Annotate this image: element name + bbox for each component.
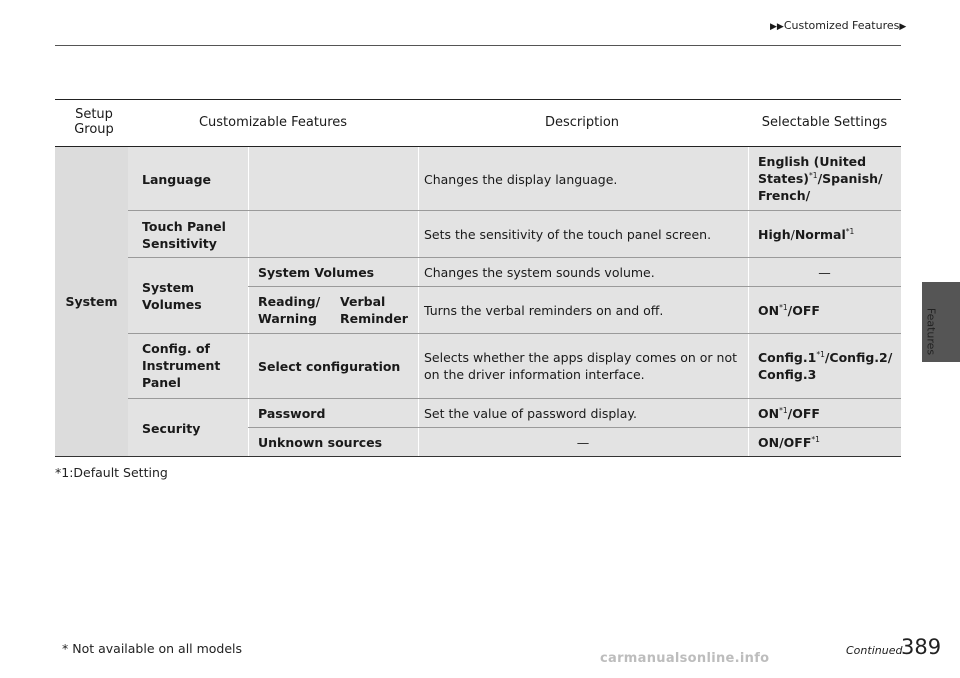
setting-option: Normal [794, 227, 846, 242]
footnote-marker: *1 [809, 170, 818, 180]
column-divider [418, 147, 419, 456]
description-verbal-reminder: Turns the verbal reminders on and off. [424, 303, 664, 318]
availability-note: * Not available on all models [62, 641, 243, 656]
settings-language [758, 153, 898, 204]
row-divider [248, 427, 901, 428]
setting-option: English (United States) [758, 154, 867, 186]
table-top-rule [55, 99, 901, 100]
description-password: Set the value of password display. [424, 406, 638, 421]
triangle-right-icon: ▶ [899, 22, 907, 32]
footnote-marker: *1 [811, 434, 820, 444]
footnote-marker: *1 [779, 405, 788, 415]
feature-config-instrument-panel: Config. of Instrument Panel [142, 341, 221, 390]
row-divider [248, 286, 901, 287]
setting-option: ON [758, 303, 780, 318]
row-divider [128, 257, 901, 258]
column-header-features: Customizable Features [198, 115, 348, 130]
page-number: 389 [901, 635, 942, 659]
description-language: Changes the display language. [424, 172, 618, 187]
subfeature-select-configuration: Select configuration [258, 359, 401, 374]
column-header-description: Description [544, 115, 620, 130]
description-config: Selects whether the apps display comes on or not on the driver information interface. [424, 350, 738, 382]
setting-option: High [758, 227, 791, 242]
section-tab-label: Features [924, 307, 938, 356]
column-divider [748, 147, 749, 456]
subfeature-reading-warning: Reading/ Warning [258, 294, 321, 326]
column-divider [248, 147, 249, 456]
setting-option: /Spanish/ [817, 171, 883, 186]
setting-separator: / [790, 227, 795, 242]
setup-group-label: System [65, 294, 118, 309]
footnote-marker: *1 [779, 302, 788, 312]
subfeature-verbal-reminder: Verbal Reminder [340, 294, 408, 326]
footnote-marker: *1 [845, 226, 855, 236]
subfeature-system-volumes: System Volumes [258, 265, 375, 280]
subfeature-password: Password [258, 406, 326, 421]
watermark-text: carmanualsonline.info [600, 651, 770, 666]
table-bottom-rule [55, 456, 901, 457]
triangle-right-icon: ▶▶ [770, 22, 784, 32]
row-divider [128, 333, 901, 334]
settings-system-volumes: — [818, 265, 831, 280]
settings-touch-panel [758, 226, 898, 243]
settings-verbal-reminder [758, 302, 898, 319]
settings-password [758, 405, 898, 422]
settings-unknown-sources [758, 434, 898, 451]
feature-system-volumes: System Volumes [142, 280, 202, 312]
setting-option: /OFF [787, 303, 820, 318]
footnote-marker: *1 [816, 349, 825, 359]
description-unknown-sources: — [576, 435, 590, 450]
column-header-setup-group: Setup Group [74, 107, 114, 137]
row-divider [128, 398, 901, 399]
description-system-volumes: Changes the system sounds volume. [424, 265, 655, 280]
setting-option: French/ [758, 188, 811, 203]
setting-option: ON/OFF [758, 435, 812, 450]
continued-label: Continued [846, 644, 903, 657]
feature-language: Language [142, 172, 212, 187]
breadcrumb-label: Customized Features [783, 19, 900, 32]
setting-option: ON [758, 406, 780, 421]
setting-option: /OFF [787, 406, 820, 421]
subfeature-unknown-sources: Unknown sources [258, 435, 383, 450]
breadcrumb [770, 19, 906, 32]
setting-option: Config.3 [758, 367, 817, 382]
settings-config [758, 349, 898, 383]
setting-option: /Config.2/ [824, 350, 893, 365]
row-divider [128, 210, 901, 211]
column-header-settings: Selectable Settings [761, 115, 888, 130]
feature-security: Security [142, 421, 201, 436]
description-touch-panel: Sets the sensitivity of the touch panel screen. [424, 227, 712, 242]
setting-option: Config.1 [758, 350, 817, 365]
default-setting-footnote: *1:Default Setting [55, 465, 168, 480]
header-rule [55, 45, 901, 46]
feature-touch-panel-sensitivity: Touch Panel Sensitivity [142, 219, 226, 251]
